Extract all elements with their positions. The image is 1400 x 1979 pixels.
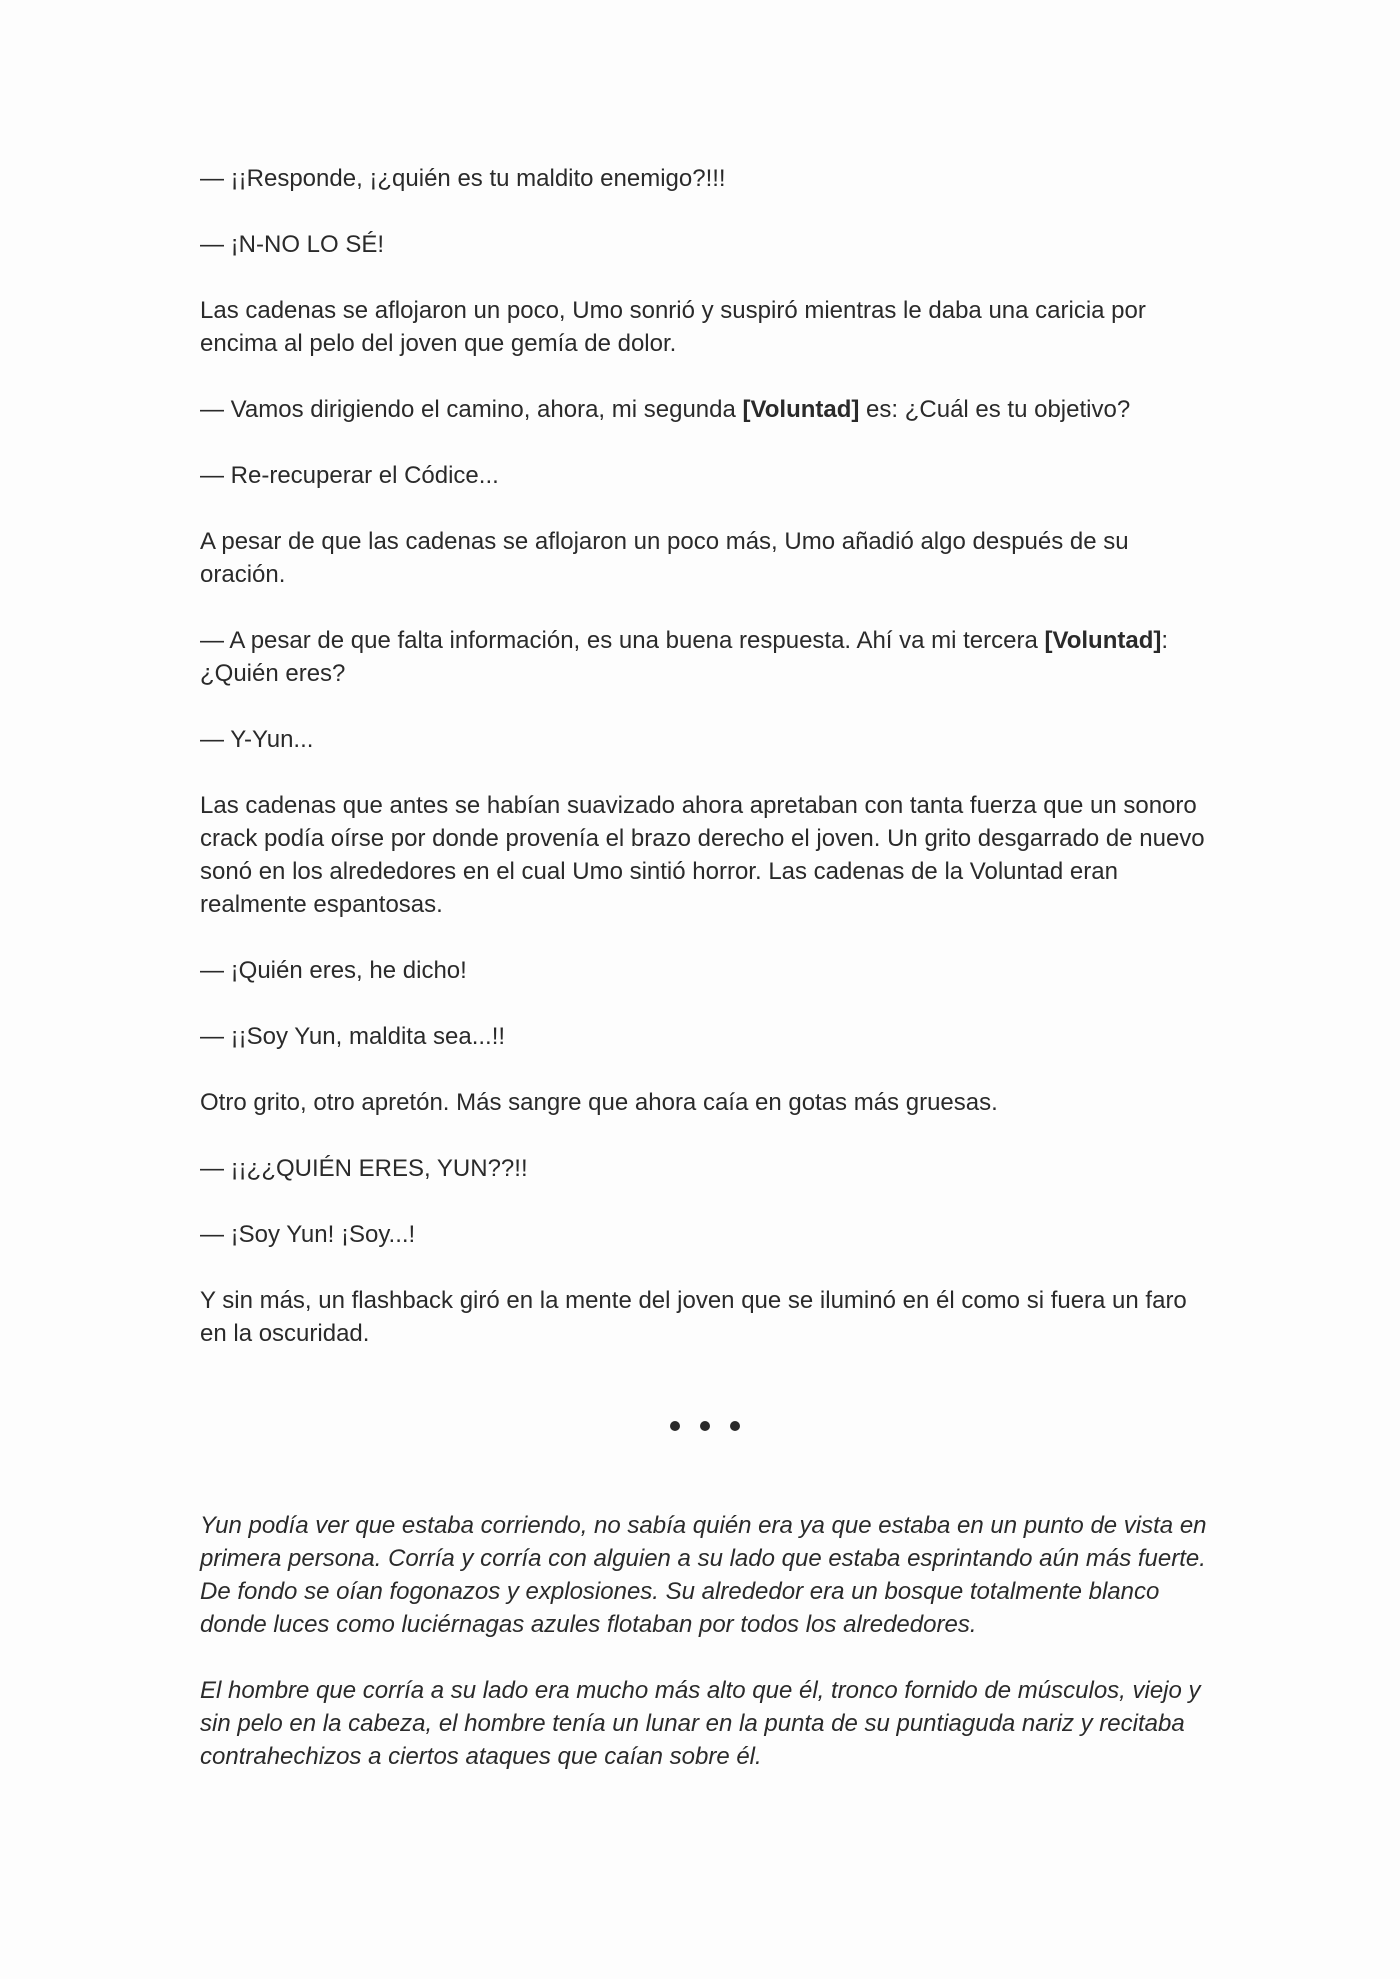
italic-paragraph: El hombre que corría a su lado era mucho más alto que él, tronco fornido de músculos, viejo y sin pelo en la cabeza, el hombre tenía un lunar en la punta de su puntiaguda nariz y recitaba contrahechizos a ciertos ataques que caían sobre él. xyxy=(200,1677,1201,1770)
paragraph: — ¡Quién eres, he dicho! xyxy=(200,957,467,984)
bold-term: [Voluntad] xyxy=(742,396,860,423)
separator-dot xyxy=(670,1421,680,1431)
paragraph: — Vamos dirigiendo el camino, ahora, mi segunda [Voluntad] es: ¿Cuál es tu objetivo? xyxy=(200,396,1131,423)
paragraph: — ¡¡Soy Yun, maldita sea...!! xyxy=(200,1023,506,1050)
paragraph: Las cadenas que antes se habían suavizado ahora apretaban con tanta fuerza que un sonoro crack podía oírse por donde provenía el brazo derecho el joven. Un grito desgarrado de nuevo sonó en los alrededores en el cual Umo sintió horror. Las cadenas de la Voluntad eran realmente espantosas. xyxy=(200,792,1205,918)
section-separator xyxy=(200,1393,1210,1459)
document-body xyxy=(200,162,1210,1806)
paragraph: — A pesar de que falta información, es una buena respuesta. Ahí va mi tercera [Voluntad]: ¿Quién eres? xyxy=(200,627,1169,687)
bold-term: [Voluntad] xyxy=(1044,627,1162,654)
paragraph: — ¡N-NO LO SÉ! xyxy=(200,231,385,258)
separator-dot xyxy=(700,1421,710,1431)
paragraph: — ¡Soy Yun! ¡Soy...! xyxy=(200,1221,416,1248)
paragraph: Las cadenas se aflojaron un poco, Umo sonrió y suspiró mientras le daba una caricia por encima al pelo del joven que gemía de dolor. xyxy=(200,297,1146,357)
paragraph: Y sin más, un flashback giró en la mente del joven que se iluminó en él como si fuera un faro en la oscuridad. xyxy=(200,1287,1187,1347)
paragraph: — Re-recuperar el Códice... xyxy=(200,462,499,489)
paragraph: — ¡¡¿¿QUIÉN ERES, YUN??!! xyxy=(200,1155,528,1182)
separator-dot xyxy=(730,1421,740,1431)
flashback-section xyxy=(200,1509,1210,1773)
paragraph: A pesar de que las cadenas se aflojaron un poco más, Umo añadió algo después de su oración. xyxy=(200,528,1129,588)
italic-paragraph: Yun podía ver que estaba corriendo, no sabía quién era ya que estaba en un punto de vista en primera persona. Corría y corría con alguien a su lado que estaba esprintando aún más fuerte. De fondo se oían fogonazos y explosiones. Su alrededor era un bosque totalmente blanco donde luces como luciérnagas azules flotaban por todos los alrededores. xyxy=(200,1512,1207,1638)
paragraph: Otro grito, otro apretón. Más sangre que ahora caía en gotas más gruesas. xyxy=(200,1089,998,1116)
paragraph: — ¡¡Responde, ¡¿quién es tu maldito enemigo?!!! xyxy=(200,165,726,192)
paragraph: — Y-Yun... xyxy=(200,726,314,753)
